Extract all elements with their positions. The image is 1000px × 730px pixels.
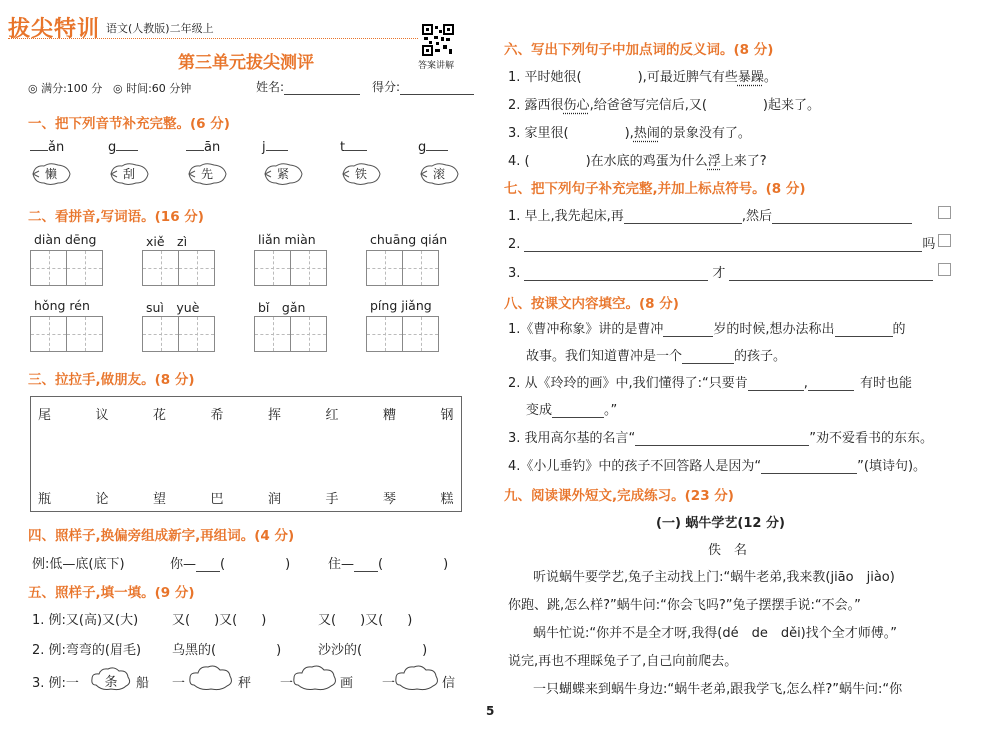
- leaf-character: 刮: [122, 167, 135, 181]
- syllable-pinyin: ǎn: [30, 138, 64, 155]
- s6-line-3[interactable]: [508, 122, 751, 141]
- s8-line-3[interactable]: [508, 427, 933, 446]
- s6-l1b: ),可最近脾气有些: [637, 70, 738, 85]
- word-pinyin: chuāng qián: [370, 232, 448, 247]
- writing-grid-cell[interactable]: [366, 316, 403, 352]
- s5-line-1[interactable]: [32, 609, 138, 628]
- s5-l2-example: 2. 例:弯弯的(眉毛): [32, 643, 142, 658]
- punctuation-box-3[interactable]: [938, 263, 951, 276]
- radical-item-1[interactable]: [170, 553, 290, 572]
- s5-l3-a-post: 秤: [238, 676, 252, 691]
- s8-l1d: 故事。我们知道曹冲是一个: [526, 349, 683, 364]
- radical-item-1-close: ): [285, 557, 291, 572]
- match-char-top[interactable]: 希: [210, 408, 224, 423]
- word-pinyin: píng jiǎng: [370, 298, 432, 313]
- s8-l4b: ”(填诗句)。: [857, 459, 927, 474]
- measure-word-cloud-2[interactable]: [292, 664, 338, 692]
- s8-line-4[interactable]: [508, 455, 926, 474]
- syllable-item[interactable]: [262, 138, 306, 194]
- s5-l2-a: 乌黑的(: [172, 643, 217, 658]
- section-7-title: 七、把下列句子补充完整,并加上标点符号。(8 分): [504, 181, 806, 197]
- score-field[interactable]: [372, 78, 474, 95]
- s8-l2d: 变成: [526, 403, 553, 418]
- s8-line-2b[interactable]: [526, 399, 617, 418]
- match-char-bottom[interactable]: 糕: [440, 492, 454, 507]
- match-char-bottom[interactable]: 琴: [383, 492, 397, 507]
- measure-word-cloud-3[interactable]: [394, 664, 440, 692]
- reading-subtitle-text: (一) 蜗牛学艺(12 分): [656, 516, 785, 531]
- section-2-title: 二、看拼音,写词语。(16 分): [28, 209, 204, 225]
- radical-item-1-open: (: [220, 557, 226, 572]
- s6-l2a: 2. 露西很: [508, 98, 564, 113]
- reading-subtitle: [656, 512, 785, 531]
- s8-line-1b[interactable]: [526, 345, 786, 364]
- match-char-top[interactable]: 钢: [440, 408, 454, 423]
- syllable-item[interactable]: [340, 138, 384, 194]
- s6-l1-dotted-word: 暴躁: [737, 70, 764, 85]
- header-rule: [8, 38, 418, 39]
- leaf-shape: [30, 162, 72, 186]
- time-limit: ◎ 时间:60 分钟: [113, 82, 192, 95]
- s8-l1e: 的孩子。: [734, 349, 787, 364]
- punctuation-box-2[interactable]: [938, 234, 951, 247]
- s7-l2b: 吗: [922, 237, 936, 252]
- leaf-character: 懒: [44, 167, 57, 181]
- s6-l2-dotted-word: 伤心: [563, 98, 590, 113]
- example-cloud: [90, 666, 132, 692]
- match-char-bottom[interactable]: 望: [153, 492, 167, 507]
- s6-l2b: ,给爸爸写完信后,又(: [589, 98, 707, 113]
- s5-l1-e: )又(: [360, 613, 384, 628]
- s5-l3-c-post: 信: [442, 676, 456, 691]
- word-pinyin: hǒng rén: [34, 298, 90, 313]
- writing-grid-cell[interactable]: [290, 316, 327, 352]
- radical-item-2-close: ): [443, 557, 449, 572]
- example-4: 例:低—底(底下): [32, 557, 125, 572]
- match-char-bottom[interactable]: 巴: [210, 492, 224, 507]
- s7-l1a: 1. 早上,我先起床,再: [508, 209, 624, 224]
- section-3-title: 三、拉拉手,做朋友。(8 分): [28, 372, 195, 388]
- s6-l4a: 4. (: [508, 154, 530, 169]
- s6-line-2[interactable]: [508, 94, 820, 113]
- s7-line-3[interactable]: [508, 262, 933, 281]
- s6-l3c: 的景象没有了。: [659, 126, 751, 141]
- name-label: 姓名:: [256, 80, 285, 94]
- match-char-bottom[interactable]: 论: [95, 492, 109, 507]
- example-cloud-word: 条: [104, 675, 118, 690]
- syllable-pinyin: g: [418, 138, 448, 155]
- s5-l2-b: ): [276, 643, 282, 658]
- radical-item-2[interactable]: [328, 553, 448, 572]
- page-number: 5: [486, 704, 495, 718]
- radical-item-1-pre: 你—: [170, 557, 197, 572]
- syllable-pinyin: j: [262, 138, 288, 155]
- s8-l3a: 3. 我用高尔基的名言“: [508, 431, 636, 446]
- writing-grid-cell[interactable]: [178, 250, 215, 286]
- writing-grid-cell[interactable]: [366, 250, 403, 286]
- s8-l2c: 有时也能: [859, 376, 912, 391]
- writing-grid-cell[interactable]: [30, 316, 67, 352]
- score-label: 得分:: [372, 80, 401, 94]
- word-pinyin: suì yuè: [146, 300, 200, 315]
- s8-l1c: 的: [892, 322, 906, 337]
- s8-l1b: 岁的时候,想办法称出: [713, 322, 835, 337]
- full-score: ◎ 满分:100 分: [28, 82, 103, 95]
- reading-para-2: 你跑、跳,怎么样?”蜗牛问:“你会飞吗?”兔子摆摆手说:“不会。”: [508, 598, 861, 613]
- writing-grid-cell[interactable]: [402, 316, 439, 352]
- syllable-pinyin: g: [108, 138, 138, 155]
- qr-caption: 答案讲解: [418, 61, 455, 71]
- match-char-top[interactable]: 尾: [38, 408, 52, 423]
- s7-l3a: 3.: [508, 266, 521, 281]
- writing-grid-cell[interactable]: [254, 316, 291, 352]
- s8-line-2[interactable]: [508, 372, 912, 391]
- s5-l1-example: 1. 例:又(高)又(大): [32, 613, 139, 628]
- s6-l3a: 3. 家里很(: [508, 126, 569, 141]
- radical-item-2-open: (: [378, 557, 384, 572]
- syllable-item[interactable]: [418, 138, 462, 194]
- s5-line-2-blank-a[interactable]: [172, 639, 281, 658]
- s6-l4c: 上来了?: [720, 154, 767, 169]
- section-6-title: 六、写出下列句子中加点词的反义词。(8 分): [504, 42, 774, 58]
- measure-word-cloud-1[interactable]: [188, 664, 234, 692]
- s5-l1-c: ): [261, 613, 267, 628]
- writing-grid-cell[interactable]: [66, 316, 103, 352]
- s5-l2-c: 沙沙的(: [318, 643, 363, 658]
- s5-l1-d: 又(: [318, 613, 337, 628]
- s5-l1-f: ): [407, 613, 413, 628]
- s8-line-1[interactable]: [508, 318, 906, 337]
- s8-l2b: ,: [803, 376, 808, 391]
- reading-para-1: 听说蜗牛要学艺,兔子主动找上门:“蜗牛老弟,我来教(jiāo jiào): [533, 570, 895, 585]
- section-9-title: 九、阅读课外短文,完成练习。(23 分): [504, 488, 734, 504]
- s5-line-1-blank-b[interactable]: [318, 609, 412, 628]
- s6-l1a: 1. 平时她很(: [508, 70, 582, 85]
- writing-grid-cell[interactable]: [66, 250, 103, 286]
- s5-l3-b-pre: 一: [280, 676, 294, 691]
- word-pinyin: bǐ gǎn: [258, 300, 306, 315]
- writing-grid-cell[interactable]: [402, 250, 439, 286]
- radical-item-2-pre: 住—: [328, 557, 355, 572]
- section-8-title: 八、按课文内容填空。(8 分): [504, 296, 679, 312]
- leaf-shape: [418, 162, 460, 186]
- punctuation-box-1[interactable]: [938, 206, 951, 219]
- name-field[interactable]: [256, 78, 360, 95]
- leaf-character: 铁: [354, 167, 367, 181]
- s8-l1a: 1.《曹冲称象》讲的是曹冲: [508, 322, 664, 337]
- writing-grid-cell[interactable]: [142, 316, 179, 352]
- writing-grid-cell[interactable]: [178, 316, 215, 352]
- reading-para-5: 一只蝴蝶来到蜗牛身边:“蜗牛老弟,跟我学飞,怎么样?”蜗牛问:“你: [533, 682, 903, 697]
- s5-line-2-blank-b[interactable]: [318, 639, 427, 658]
- s6-l2c: )起来了。: [762, 98, 820, 113]
- s6-line-1[interactable]: [508, 66, 777, 85]
- brand-logo: 拔尖特训: [8, 17, 101, 42]
- leaf-character: 滚: [432, 167, 445, 181]
- s8-l2e: 。”: [604, 403, 618, 418]
- s5-l3-a-pre: 一: [172, 676, 186, 691]
- section-5-title: 五、照样子,填一填。(9 分): [28, 585, 195, 601]
- s5-line-3-example-pre: 3. 例:一: [32, 676, 79, 691]
- match-char-top[interactable]: 糟: [383, 408, 397, 423]
- word-pinyin: xiě zì: [146, 234, 188, 249]
- s7-l3b: 才: [712, 266, 726, 281]
- s7-l1b: ,然后: [741, 209, 772, 224]
- s7-line-1[interactable]: [508, 205, 912, 224]
- word-pinyin: liǎn miàn: [258, 232, 316, 247]
- match-char-bottom[interactable]: 润: [268, 492, 282, 507]
- leaf-shape: [108, 162, 150, 186]
- reading-para-3: 蜗牛忙说:“你并不是全才呀,我得(dé de děi)找个全才师傅。”: [533, 626, 897, 641]
- syllable-item[interactable]: [30, 138, 74, 194]
- writing-grid-cell[interactable]: [30, 250, 67, 286]
- s5-line-3-example-post: 船: [136, 676, 150, 691]
- match-char-top[interactable]: 挥: [268, 408, 282, 423]
- s5-line-2[interactable]: [32, 639, 141, 658]
- match-char-top[interactable]: 红: [325, 408, 339, 423]
- syllable-item[interactable]: [186, 138, 230, 194]
- page-title: 第三单元拔尖测评: [178, 53, 314, 73]
- writing-grid-cell[interactable]: [290, 250, 327, 286]
- word-pinyin: diàn dēng: [34, 232, 97, 247]
- syllable-pinyin: ān: [186, 138, 220, 155]
- reading-author: 佚 名: [708, 543, 748, 558]
- s6-l4-dotted-word: 浮: [707, 154, 721, 169]
- writing-grid-cell[interactable]: [142, 250, 179, 286]
- s5-l1-a: 又(: [172, 613, 191, 628]
- match-char-top[interactable]: 议: [95, 408, 109, 423]
- syllable-pinyin: t: [340, 138, 367, 155]
- s7-l2a: 2.: [508, 237, 521, 252]
- leaf-shape: [186, 162, 228, 186]
- section-1-title: 一、把下列音节补充完整。(6 分): [28, 116, 230, 132]
- s5-l1-b: )又(: [214, 613, 238, 628]
- s8-l3b: ”劝不爱看书的东东。: [809, 431, 934, 446]
- s6-line-4[interactable]: [508, 150, 767, 169]
- leaf-shape: [340, 162, 382, 186]
- match-char-bottom[interactable]: 瓶: [38, 492, 52, 507]
- s7-line-2[interactable]: [508, 233, 935, 252]
- s8-l2a: 2. 从《玲玲的画》中,我们懂得了:“只要肯: [508, 376, 748, 391]
- subject-label: 语文(人教版)二年级上: [106, 22, 214, 35]
- s6-l1c: 。: [763, 70, 777, 85]
- leaf-shape: [262, 162, 304, 186]
- writing-grid-cell[interactable]: [254, 250, 291, 286]
- s6-l3-dotted-word: 热闹: [633, 126, 660, 141]
- s5-l3-c-pre: 一: [382, 676, 396, 691]
- match-char-bottom[interactable]: 手: [325, 492, 339, 507]
- s8-l4a: 4.《小儿垂钓》中的孩子不回答路人是因为“: [508, 459, 762, 474]
- s5-line-1-blank-a[interactable]: [172, 609, 266, 628]
- leaf-character: 紧: [276, 167, 289, 181]
- s5-l2-d: ): [422, 643, 428, 658]
- section-4-title: 四、照样子,换偏旁组成新字,再组词。(4 分): [28, 528, 295, 544]
- s6-l4b: )在水底的鸡蛋为什么: [585, 154, 708, 169]
- s5-l3-b-post: 画: [340, 676, 354, 691]
- leaf-character: 先: [200, 167, 213, 181]
- syllable-item[interactable]: [108, 138, 152, 194]
- s6-l3b: ),: [624, 126, 634, 141]
- qr-code-icon: [422, 24, 454, 56]
- reading-para-4: 说完,再也不理睬兔子了,自己向前爬去。: [508, 654, 738, 669]
- match-char-top[interactable]: 花: [153, 408, 167, 423]
